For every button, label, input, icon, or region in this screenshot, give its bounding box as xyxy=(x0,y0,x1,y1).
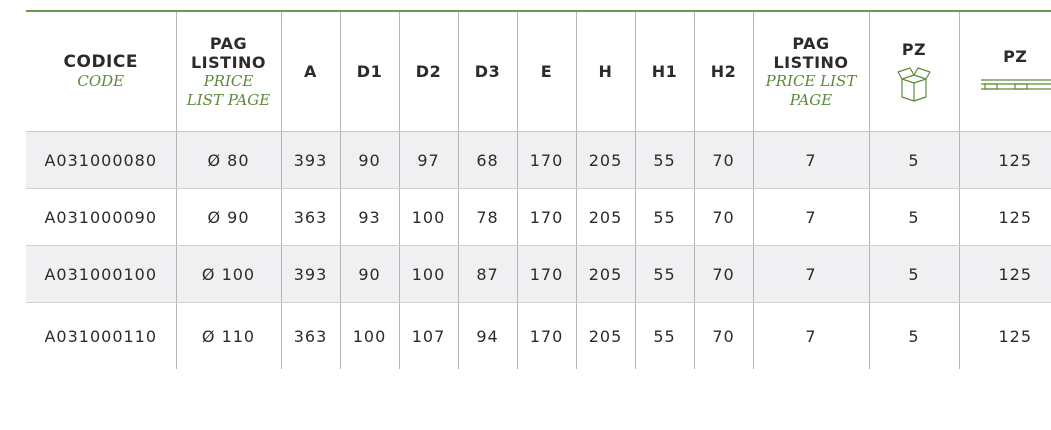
cell-page: 7 xyxy=(753,246,869,303)
cell-d3: 87 xyxy=(458,246,517,303)
cell-pz-box: 5 xyxy=(869,246,959,303)
col-header-h1-label: H1 xyxy=(651,62,678,81)
cell-e: 170 xyxy=(517,189,576,246)
col-header-price-page-label-1: PAG xyxy=(209,33,248,53)
cell-pz-pallet: 125 xyxy=(959,132,1051,189)
cell-code: A031000110 xyxy=(44,326,158,346)
cell-h2: 70 xyxy=(694,303,753,370)
col-header-d3 xyxy=(458,12,517,132)
col-header-price-page-sub-2: LIST PAGE xyxy=(186,90,271,109)
box-icon xyxy=(897,63,931,103)
cell-h2: 70 xyxy=(694,189,753,246)
col-header-h2 xyxy=(694,12,753,132)
cell-a: 363 xyxy=(281,303,340,370)
cell-d2: 100 xyxy=(399,246,458,303)
col-header-price-page-sub-1: PRICE xyxy=(203,71,254,90)
col-header-e-label: E xyxy=(540,62,553,81)
table-row xyxy=(26,303,1051,370)
cell-d1: 100 xyxy=(340,303,399,370)
col-header-h-label: H xyxy=(598,62,613,81)
cell-page: 7 xyxy=(753,303,869,370)
cell-d3: 68 xyxy=(458,132,517,189)
cell-diameter: Ø 110 xyxy=(176,303,281,370)
spec-table xyxy=(26,12,1051,369)
col-header-price-list-page-sub-2: PAGE xyxy=(789,90,833,109)
col-header-pz-pallet-label: PZ xyxy=(1003,47,1028,66)
cell-e: 170 xyxy=(517,303,576,370)
col-header-d1 xyxy=(340,12,399,132)
table-row xyxy=(26,132,1051,189)
pallet-icon xyxy=(975,70,1051,96)
cell-pz-box: 5 xyxy=(869,132,959,189)
cell-d2: 100 xyxy=(399,189,458,246)
cell-d3: 94 xyxy=(458,303,517,370)
col-header-code-sub: CODE xyxy=(77,71,125,90)
cell-code: A031000100 xyxy=(26,246,176,303)
cell-code: A031000090 xyxy=(26,189,176,246)
cell-h1: 55 xyxy=(635,246,694,303)
col-header-h1 xyxy=(635,12,694,132)
cell-d3: 78 xyxy=(458,189,517,246)
col-header-d2-label: D2 xyxy=(415,62,442,81)
col-header-pz-box xyxy=(869,12,959,132)
cell-h2: 70 xyxy=(694,132,753,189)
col-header-price-list-page-label-2: LISTINO xyxy=(773,52,849,72)
col-header-d1-label: D1 xyxy=(356,62,383,81)
col-header-h xyxy=(576,12,635,132)
col-header-price-page-label-2: LISTINO xyxy=(190,52,267,72)
cell-h1: 55 xyxy=(635,132,694,189)
cell-pz-box: 5 xyxy=(869,189,959,246)
cell-pz-pallet: 125 xyxy=(959,303,1051,370)
cell-h: 205 xyxy=(576,189,635,246)
col-header-price-list-page-sub-1: PRICE LIST xyxy=(765,71,857,90)
cell-pz-box: 5 xyxy=(869,303,959,370)
cell-d2: 97 xyxy=(399,132,458,189)
col-header-d3-label: D3 xyxy=(474,62,501,81)
cell-a: 393 xyxy=(281,132,340,189)
col-header-pz-box-label: PZ xyxy=(901,40,927,59)
table-row xyxy=(26,189,1051,246)
cell-diameter: Ø 80 xyxy=(176,132,281,189)
col-header-a xyxy=(281,12,340,132)
cell-h1: 55 xyxy=(635,189,694,246)
col-header-code-label: CODICE xyxy=(63,51,138,72)
cell-diameter: Ø 90 xyxy=(176,189,281,246)
cell-h: 205 xyxy=(576,303,635,370)
cell-a: 363 xyxy=(281,189,340,246)
cell-pz-pallet: 125 xyxy=(959,246,1051,303)
cell-h2: 70 xyxy=(694,246,753,303)
table-row xyxy=(26,246,1051,303)
cell-page: 7 xyxy=(753,189,869,246)
cell-diameter: Ø 100 xyxy=(176,246,281,303)
cell-e: 170 xyxy=(517,132,576,189)
header-row xyxy=(26,12,1051,132)
cell-h: 205 xyxy=(576,246,635,303)
col-header-code xyxy=(26,12,176,132)
col-header-price-list-page-label-1: PAG xyxy=(792,33,830,53)
cell-h: 205 xyxy=(576,132,635,189)
col-header-price-list-page xyxy=(753,12,869,132)
col-header-d2 xyxy=(399,12,458,132)
col-header-price-page xyxy=(176,12,281,132)
cell-d1: 93 xyxy=(340,189,399,246)
cell-d2: 107 xyxy=(399,303,458,370)
cell-pz-pallet: 125 xyxy=(959,189,1051,246)
cell-a: 393 xyxy=(281,246,340,303)
cell-page: 7 xyxy=(753,132,869,189)
cell-d1: 90 xyxy=(340,132,399,189)
cell-h1: 55 xyxy=(635,303,694,370)
col-header-a-label: A xyxy=(304,62,317,81)
cell-e: 170 xyxy=(517,246,576,303)
col-header-pz-pallet xyxy=(959,12,1051,132)
col-header-h2-label: H2 xyxy=(710,62,737,81)
cell-d1: 90 xyxy=(340,246,399,303)
col-header-e xyxy=(517,12,576,132)
cell-code: A031000080 xyxy=(26,132,176,189)
